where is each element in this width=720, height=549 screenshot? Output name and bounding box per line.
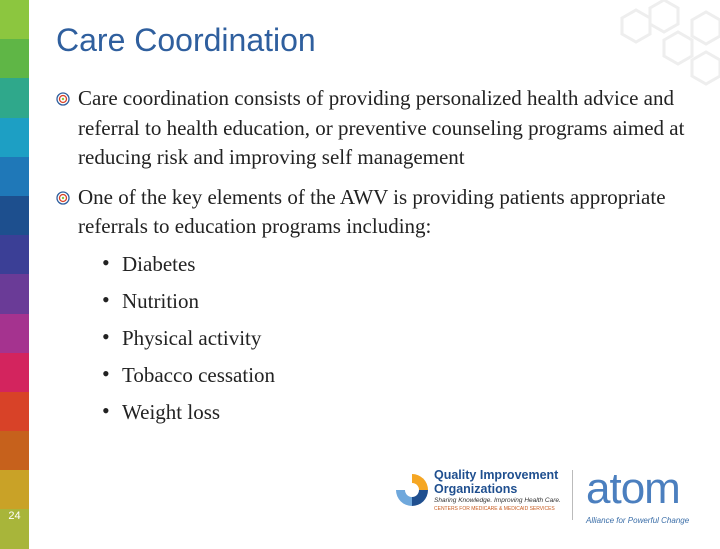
target-bullet-icon (56, 191, 70, 205)
sub-bullet-item (102, 283, 696, 320)
bullet-dot-icon: • (102, 249, 110, 275)
qio-name-line2: Organizations (434, 482, 518, 496)
color-stripe-segment (0, 39, 29, 78)
logo-divider (572, 470, 573, 520)
color-stripe-segment (0, 274, 29, 313)
qio-name-line1: Quality Improvement (434, 468, 559, 482)
sub-bullet-text: Tobacco cessation (122, 362, 276, 387)
bullet-dot-icon: • (102, 360, 110, 386)
color-stripe-segment (0, 392, 29, 431)
color-stripe-segment (0, 431, 29, 470)
bullet-item (56, 183, 696, 431)
color-stripe-segment (0, 470, 29, 509)
qio-cms-line: CENTERS FOR MEDICARE & MEDICAID SERVICES (434, 506, 555, 512)
sub-bullet-list (78, 246, 696, 431)
qio-tagline: Sharing Knowledge. Improving Health Care. (434, 497, 561, 504)
qio-logo-icon (392, 470, 432, 510)
color-stripe-segment (0, 353, 29, 392)
atom-logo-wordmark: atom (586, 464, 680, 513)
color-stripe-segment (0, 314, 29, 353)
sub-bullet-text: Diabetes (122, 251, 196, 276)
slide-title: Care Coordination (56, 22, 316, 58)
bullet-dot-icon: • (102, 397, 110, 423)
sub-bullet-text: Weight loss (122, 399, 221, 424)
sub-bullet-item (102, 394, 696, 431)
qio-logo-text (434, 468, 561, 513)
color-stripe-segment (0, 157, 29, 196)
bullet-item (56, 84, 696, 173)
bullet-dot-icon: • (102, 286, 110, 312)
color-stripe-segment (0, 196, 29, 235)
sub-bullet-item (102, 246, 696, 283)
color-stripe-segment (0, 235, 29, 274)
slide-number: 24 (8, 510, 21, 522)
atom-tagline: Alliance for Powerful Change (586, 516, 690, 525)
color-stripe-segment (0, 78, 29, 117)
sub-bullet-text: Physical activity (122, 325, 262, 350)
sub-bullet-text: Nutrition (122, 288, 199, 313)
logos-footer (390, 462, 710, 532)
bullet-dot-icon: • (102, 323, 110, 349)
color-stripe-segment (0, 118, 29, 157)
bullet-text: Care coordination consists of providing personalized health advice and referral to health education, or preventive counseling programs aimed at reducing risk and improving self management (78, 86, 685, 169)
color-stripe-segment (0, 0, 29, 39)
sub-bullet-item (102, 320, 696, 357)
slide-content (56, 84, 696, 441)
target-bullet-icon (56, 92, 70, 106)
hexagon-pattern-decoration (540, 0, 720, 90)
color-stripe (0, 0, 29, 540)
bullet-text: One of the key elements of the AWV is providing patients appropriate referrals to education programs including: (78, 184, 666, 238)
sub-bullet-item (102, 357, 696, 394)
